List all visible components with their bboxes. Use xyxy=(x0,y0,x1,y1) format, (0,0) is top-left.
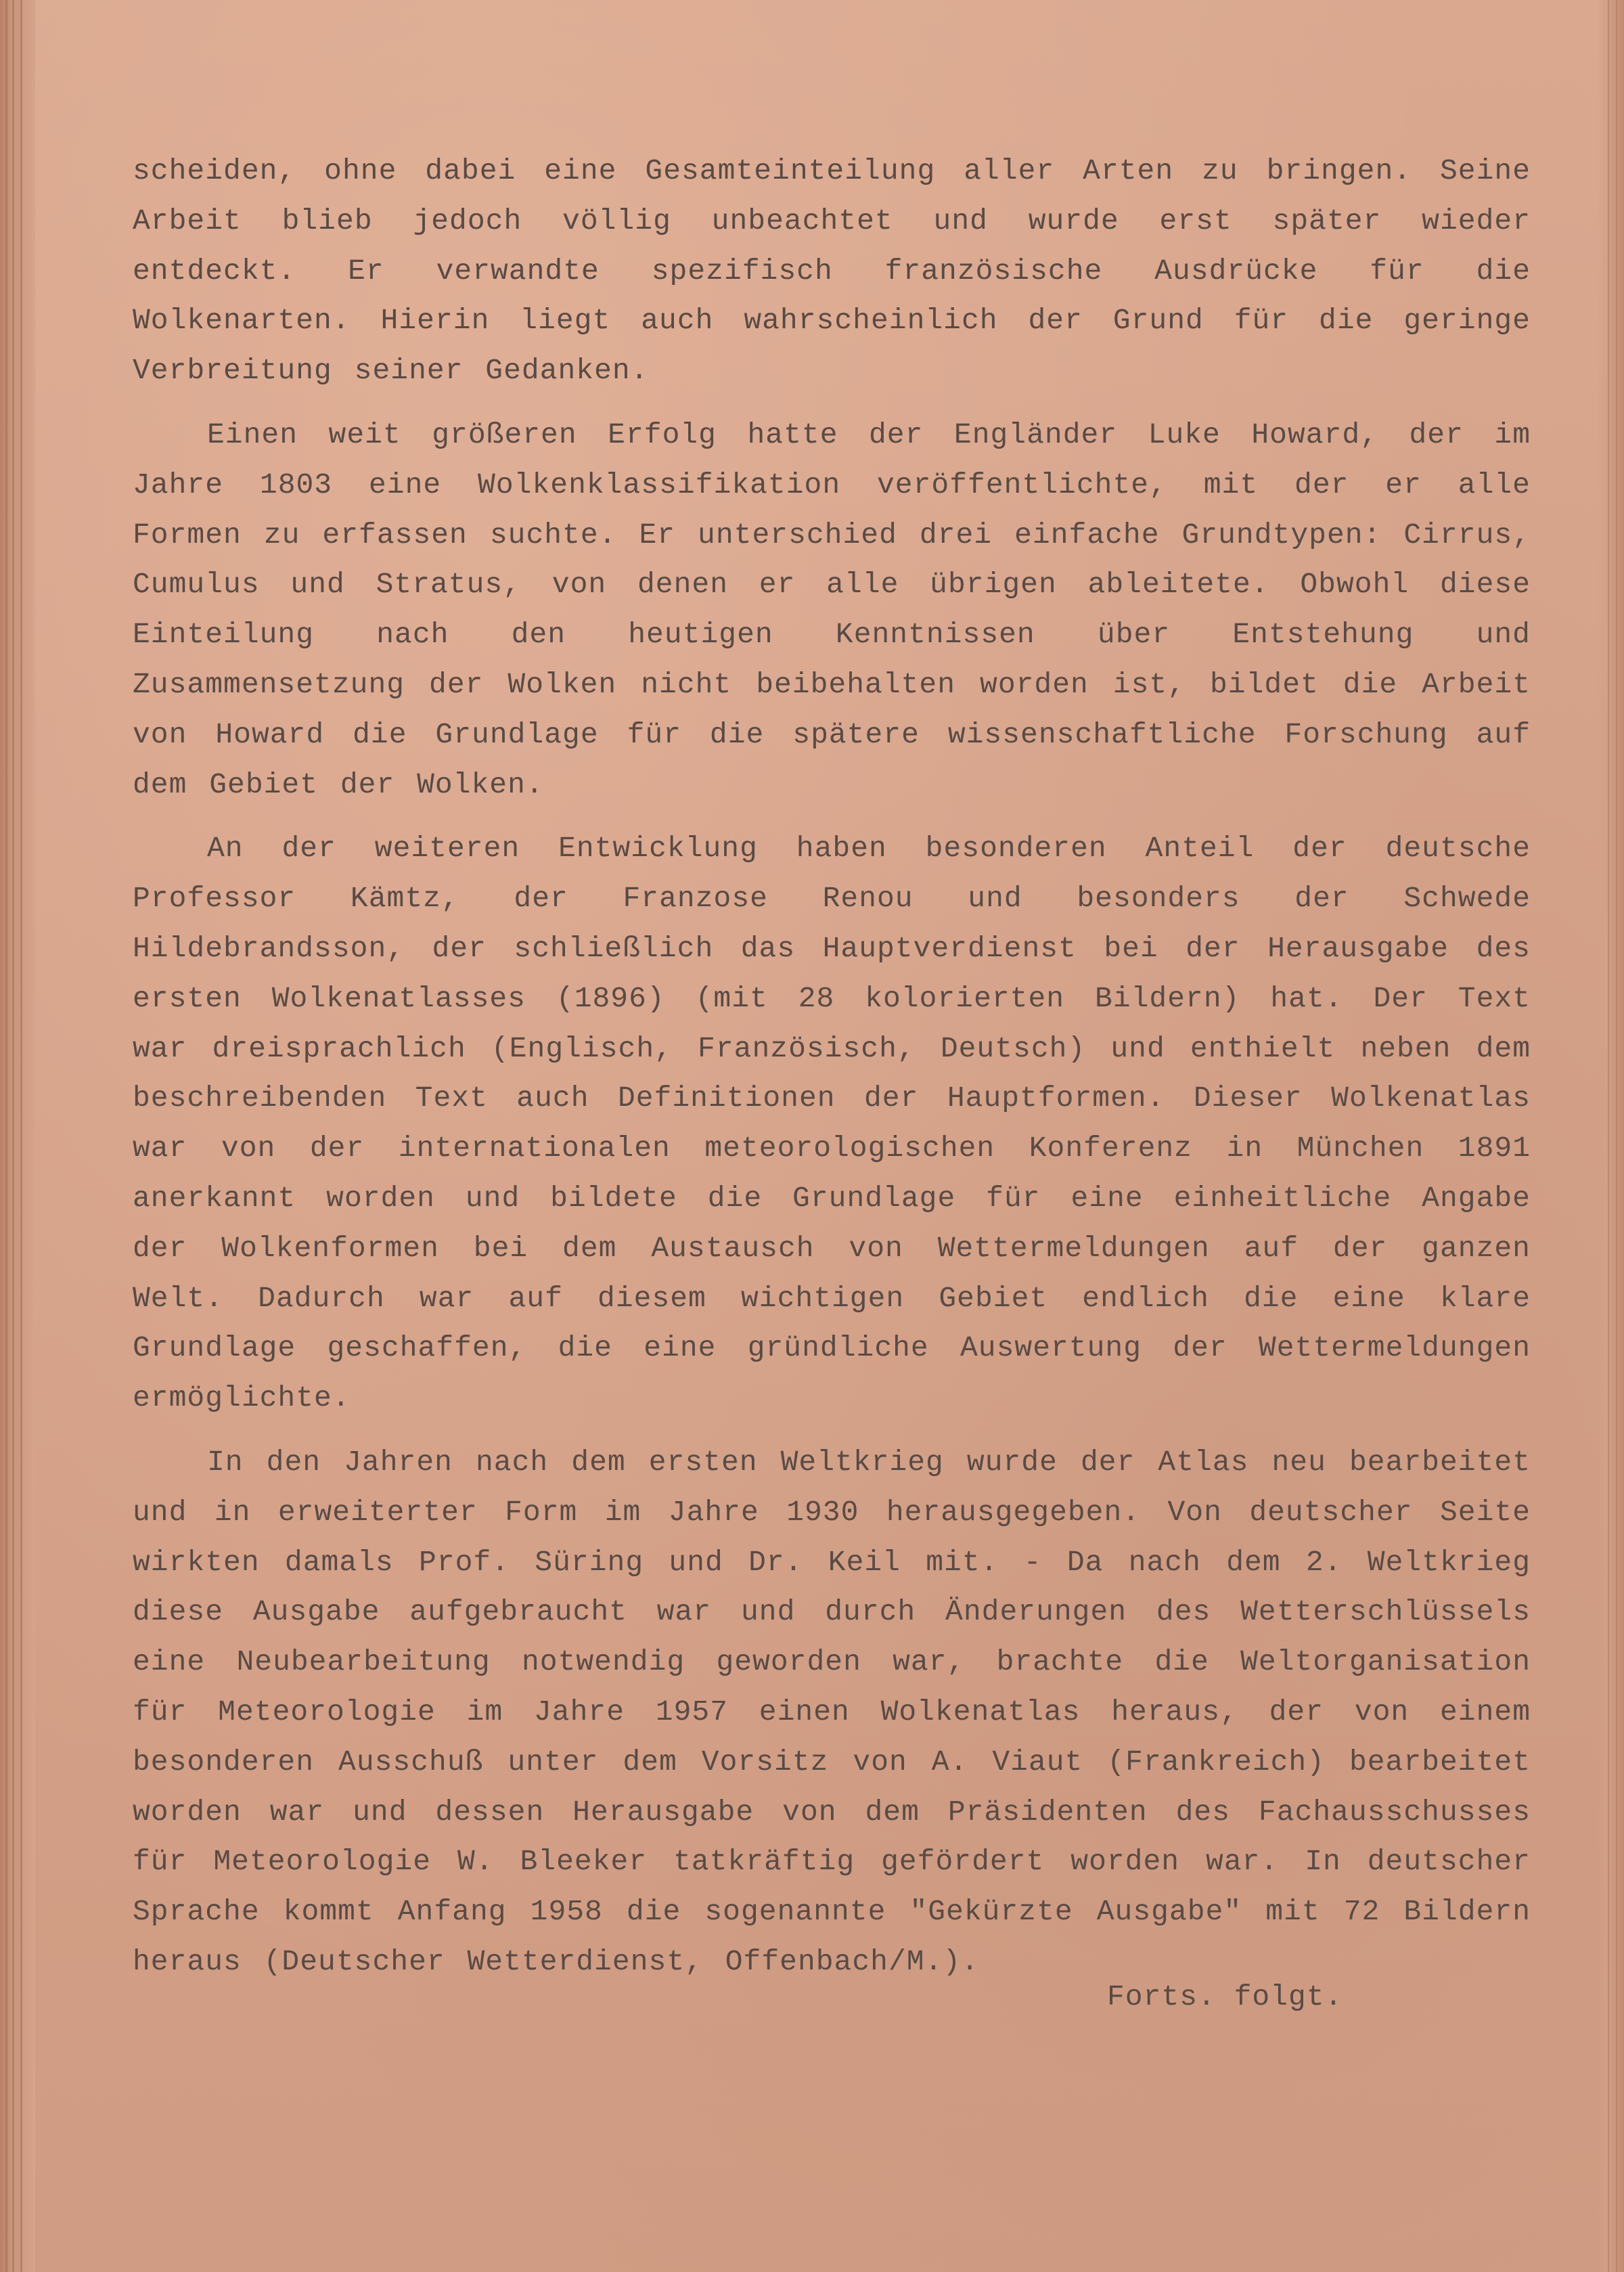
page-edge-line xyxy=(1608,0,1609,2272)
paragraph-continuation: scheiden, ohne dabei eine Gesamteinteilung aller Arten zu bringen. Seine Arbeit blieb jedoch völlig unbeachtet und wurde erst später wieder entdeckt. Er verwandte spezifisch französische Ausdrücke für die Wolkenarten. Hierin liegt auch wahrscheinlich der Grund für die geringe Verbreitung seiner Gedanken. xyxy=(133,154,1531,388)
paragraph-luke-howard: Einen weit größeren Erfolg hatte der Engländer Luke Howard, der im Jahre 1803 eine Wolkenklassifikation veröffentlichte, mit der er alle Formen zu erfassen suchte. Er unterschied drei einfache Grundtypen: Cirrus, Cumulus und Stratus, von denen er alle übrigen ableitete. Obwohl diese Einteilung nach den heutigen Kenntnissen über Entstehung und Zusammensetzung der Wolken nicht beibehalten worden ist, bildet die Arbeit von Howard die Grundlage für die spätere wissenschaftliche Forschung auf dem Gebiet der Wolken. xyxy=(133,418,1531,801)
page-edge-line xyxy=(12,0,14,2272)
page-right-edge xyxy=(1597,0,1624,2272)
typewritten-body xyxy=(133,146,1531,2001)
page-edge-line xyxy=(20,0,22,2272)
page-edge-line xyxy=(1616,0,1617,2272)
page-edge-line xyxy=(5,0,7,2272)
continuation-note: Forts. folgt. xyxy=(1107,1980,1343,2013)
paragraph-further-development: An der weiteren Entwicklung haben besonderen Anteil der deutsche Professor Kämtz, der Franzose Renou und besonders der Schwede Hildebrandsson, der schließlich das Hauptverdienst bei der Herausgabe des ersten Wolkenatlasses (1896) (mit 28 kolorierten Bildern) hat. Der Text war dreisprachlich (Englisch, Französisch, Deutsch) und enthielt neben dem beschreibenden Text auch Definitionen der Hauptformen. Dieser Wolkenatlas war von der internationalen meteorologischen Konferenz in München 1891 anerkannt worden und bildete die Grundlage für eine einheitliche Angabe der Wolkenformen bei dem Austausch von Wettermeldungen auf der ganzen Welt. Dadurch war auf diesem wichtigen Gebiet endlich die eine klare Grundlage geschaffen, die eine gründliche Auswertung der Wettermeldungen ermöglichte. xyxy=(133,832,1531,1415)
paragraph-after-world-war: In den Jahren nach dem ersten Weltkrieg wurde der Atlas neu bearbeitet und in erweiterter Form im Jahre 1930 herausgegeben. Von deutscher Seite wirkten damals Prof. Süring und Dr. Keil mit. - Da nach dem 2. Weltkrieg diese Ausgabe aufgebraucht war und durch Änderungen des Wetterschlüssels eine Neubearbeitung notwendig geworden war, brachte die Weltorganisation für Meteorologie im Jahre 1957 einen Wolkenatlas heraus, der von einem besonderen Ausschuß unter dem Vorsitz von A. Viaut (Frankreich) bearbeitet worden war und dessen Herausgabe von dem Präsidenten des Fachausschusses für Meteorologie W. Bleeker tatkräftig gefördert worden war. In deutscher Sprache kommt Anfang 1958 die sogenannte "Gekürzte Ausgabe" mit 72 Bildern heraus (Deutscher Wetterdienst, Offenbach/M.). xyxy=(133,1445,1531,1978)
page-left-edge xyxy=(0,0,35,2272)
